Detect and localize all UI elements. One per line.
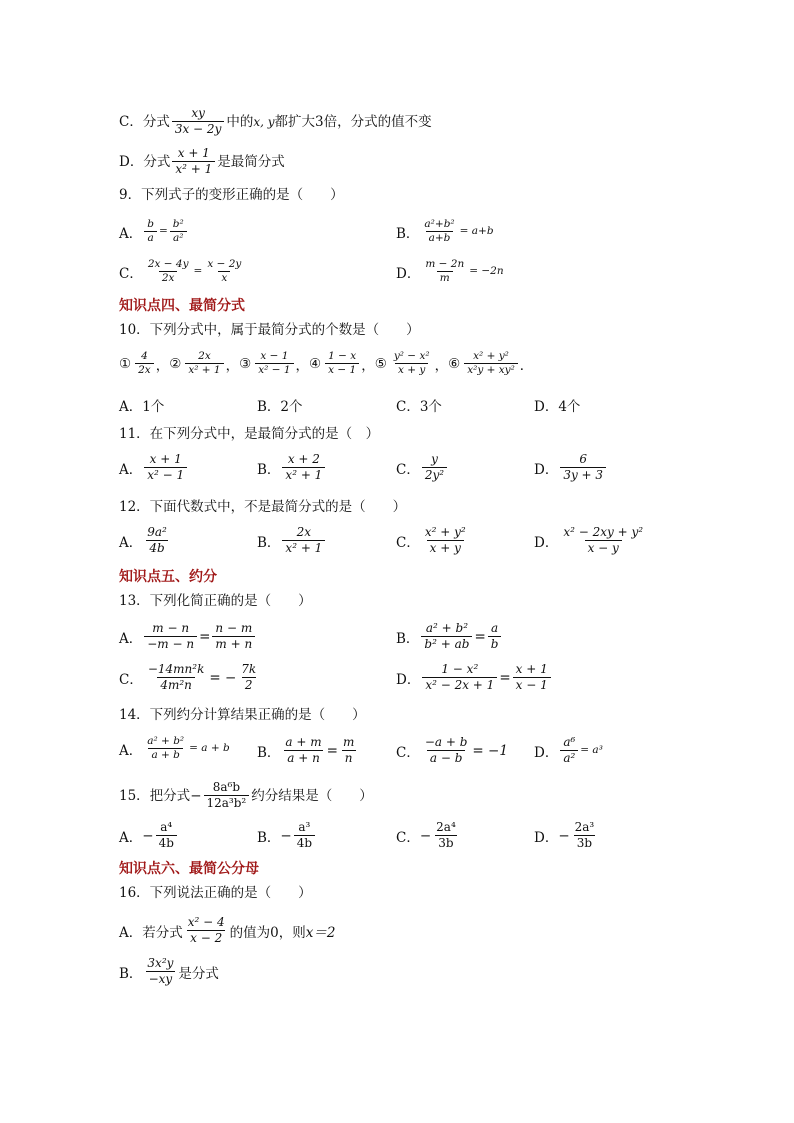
q15-stem-pre: 15．把分式 bbox=[119, 787, 191, 804]
numerator: a⁶ bbox=[563, 735, 576, 749]
q10-stem: 10．下列分式中，属于最简分式的个数是（ ） bbox=[119, 322, 420, 338]
option-pre: 若分式 bbox=[142, 924, 183, 941]
numerator: a + m bbox=[285, 735, 322, 749]
denominator: x² + 1 bbox=[172, 161, 215, 177]
q13-option-b[interactable] bbox=[396, 621, 503, 652]
q9-option-c[interactable] bbox=[119, 258, 246, 285]
option-label: C． bbox=[396, 829, 420, 846]
fraction bbox=[144, 956, 176, 987]
section-heading-6: 知识点六、最简公分母 bbox=[119, 861, 259, 877]
fraction-1 bbox=[145, 258, 192, 285]
numerator: y bbox=[431, 452, 438, 466]
denominator: x² − 2x + 1 bbox=[422, 677, 497, 693]
fraction-1 bbox=[421, 621, 472, 652]
option-label: A． bbox=[119, 630, 143, 647]
q10-item bbox=[169, 350, 239, 377]
option-label: B． bbox=[119, 965, 143, 982]
fraction bbox=[464, 350, 518, 377]
option-post: 的值为0，则 bbox=[229, 924, 306, 941]
denominator: a + b bbox=[148, 748, 182, 762]
q10-item bbox=[375, 350, 448, 377]
numerator: 2x bbox=[198, 350, 211, 362]
numerator: 9a² bbox=[147, 525, 167, 539]
option-label: B． bbox=[257, 829, 281, 846]
q10-option-d[interactable]: D．4个 bbox=[534, 399, 581, 415]
q16-stem: 16．下列说法正确的是（ ） bbox=[119, 885, 312, 901]
option-label: C． bbox=[396, 461, 420, 478]
q16-option-b[interactable] bbox=[119, 956, 219, 987]
separator: ， bbox=[225, 357, 240, 374]
fraction bbox=[294, 820, 315, 851]
denominator: x − 2 bbox=[187, 930, 225, 946]
rhs: = a + b bbox=[189, 742, 230, 754]
option-label: D． bbox=[534, 534, 559, 551]
q12-option-d[interactable] bbox=[534, 525, 648, 556]
fraction-2 bbox=[488, 621, 502, 652]
equals: = bbox=[193, 265, 203, 277]
fraction bbox=[255, 350, 293, 377]
q9-option-a[interactable] bbox=[119, 218, 189, 245]
denominator: x − 1 bbox=[325, 363, 359, 377]
option-label: A． bbox=[119, 829, 143, 846]
q14-stem: 14．下列约分计算结果正确的是（ ） bbox=[119, 707, 366, 723]
item-marker: ② bbox=[169, 355, 182, 372]
q11-option-c[interactable] bbox=[396, 452, 449, 483]
section-heading-4: 知识点四、最简分式 bbox=[119, 298, 245, 314]
fraction bbox=[135, 350, 154, 377]
denominator: m bbox=[437, 271, 453, 285]
q8-d-post: 是最简分式 bbox=[217, 153, 285, 170]
q10-item bbox=[119, 350, 169, 377]
q12-stem: 12．下面代数式中，不是最简分式的是（ ） bbox=[119, 499, 407, 515]
q10-item bbox=[309, 350, 375, 377]
equals: = bbox=[199, 628, 211, 645]
q11-option-b[interactable] bbox=[257, 452, 327, 483]
option-label: C． bbox=[396, 534, 420, 551]
option-label: B． bbox=[396, 630, 420, 647]
fraction bbox=[560, 452, 606, 483]
q12-option-c[interactable] bbox=[396, 525, 471, 556]
fraction bbox=[422, 452, 447, 483]
denominator: x² + 1 bbox=[282, 467, 325, 483]
option-label: A． bbox=[119, 461, 143, 478]
fraction bbox=[144, 735, 187, 762]
denominator: a bbox=[144, 231, 156, 245]
fraction bbox=[391, 350, 433, 377]
q13-option-c[interactable] bbox=[119, 662, 261, 693]
separator: ， bbox=[155, 357, 170, 374]
q10-item bbox=[239, 350, 309, 377]
numerator: a²+b² bbox=[424, 218, 455, 230]
denominator: 2 bbox=[242, 677, 256, 693]
fraction bbox=[185, 915, 228, 946]
q9-stem: 9．下列式子的变形正确的是（ ） bbox=[119, 187, 344, 203]
option-label: D． bbox=[396, 265, 421, 282]
item-marker: ⑥ bbox=[448, 355, 461, 372]
q8-d-fraction bbox=[172, 146, 215, 177]
denominator: 4m²n bbox=[157, 677, 195, 693]
item-marker: ③ bbox=[239, 355, 252, 372]
denominator: 4b bbox=[146, 540, 167, 556]
q11-option-d[interactable] bbox=[534, 452, 608, 483]
numerator: x² + y² bbox=[424, 525, 466, 539]
q12-option-a[interactable] bbox=[119, 525, 172, 556]
option-label: A． bbox=[119, 225, 143, 242]
denominator: x + y bbox=[395, 363, 428, 377]
fraction-2 bbox=[340, 735, 357, 766]
section-heading-5: 知识点五、约分 bbox=[119, 569, 217, 585]
sign: − bbox=[419, 827, 432, 844]
numerator: x² + y² bbox=[473, 350, 509, 362]
option-label: D． bbox=[534, 461, 559, 478]
numerator: x² − 4 bbox=[187, 915, 225, 929]
q14-option-b[interactable] bbox=[257, 735, 359, 766]
numerator: 2x bbox=[296, 525, 312, 539]
q10-option-a[interactable]: A．1个 bbox=[119, 399, 165, 415]
option-label: C． bbox=[119, 265, 143, 282]
option-label: C． bbox=[119, 671, 143, 688]
item-marker: ④ bbox=[309, 355, 322, 372]
q9-option-d[interactable] bbox=[396, 258, 504, 285]
q12-option-b[interactable] bbox=[257, 525, 327, 556]
fraction-1 bbox=[144, 218, 157, 245]
option-label: A． bbox=[119, 534, 143, 551]
q13-stem: 13．下列化简正确的是（ ） bbox=[119, 593, 312, 609]
numerator: 2a³ bbox=[574, 820, 595, 834]
numerator: 2a⁴ bbox=[436, 820, 456, 834]
denominator: x² + 1 bbox=[282, 540, 325, 556]
option-label: B． bbox=[257, 534, 281, 551]
denominator: 3b bbox=[435, 835, 456, 851]
q11-option-a[interactable] bbox=[119, 452, 189, 483]
option-tail: x＝2 bbox=[305, 924, 336, 941]
numerator: 7k bbox=[241, 662, 257, 676]
numerator: a² + b² bbox=[425, 621, 468, 635]
separator: ， bbox=[434, 357, 449, 374]
fraction-1 bbox=[422, 258, 467, 285]
equals: = bbox=[499, 669, 511, 686]
denominator: −xy bbox=[146, 971, 176, 987]
option-label: D． bbox=[534, 744, 559, 761]
numerator: x − 2y bbox=[207, 258, 242, 270]
fraction bbox=[572, 820, 598, 851]
denominator: a² bbox=[560, 750, 578, 766]
option-post: 是分式 bbox=[178, 965, 219, 982]
q8-c-mid: 中的 bbox=[226, 113, 254, 130]
q15-stem bbox=[119, 780, 373, 811]
numerator: x + 1 bbox=[515, 662, 548, 676]
denominator: −m − n bbox=[144, 636, 197, 652]
denominator: x² − 1 bbox=[255, 363, 293, 377]
denominator: 2x bbox=[159, 271, 178, 285]
denominator: 4b bbox=[156, 835, 177, 851]
q14-option-a[interactable] bbox=[119, 735, 230, 762]
q15-option-c[interactable] bbox=[396, 820, 461, 851]
denominator: b bbox=[488, 636, 502, 652]
fraction-2 bbox=[204, 258, 244, 285]
numerator: x + 2 bbox=[287, 452, 320, 466]
numerator: x² − 2xy + y² bbox=[563, 525, 644, 539]
denominator: x² − 1 bbox=[144, 467, 187, 483]
q15-neg: − bbox=[190, 787, 202, 804]
denominator: 3b bbox=[574, 835, 595, 851]
numerator: m − n bbox=[152, 621, 190, 635]
q8-c-vars: x, y bbox=[253, 114, 275, 129]
q8-c-letter: C． bbox=[119, 113, 143, 130]
numerator: 1 − x² bbox=[441, 662, 479, 676]
option-label: B． bbox=[257, 461, 281, 478]
sign: − bbox=[142, 827, 154, 844]
q8-option-c bbox=[119, 106, 432, 137]
numerator: n − m bbox=[215, 621, 253, 635]
denominator: x − y bbox=[585, 540, 622, 556]
q8-c-post: 都扩大3倍，分式的值不变 bbox=[274, 113, 432, 130]
option-label: D． bbox=[534, 829, 559, 846]
fraction bbox=[156, 820, 177, 851]
fraction bbox=[422, 525, 469, 556]
item-marker: ⑤ bbox=[374, 355, 387, 372]
q8-option-d bbox=[119, 146, 285, 177]
fraction-2 bbox=[513, 662, 551, 693]
denominator: a − b bbox=[427, 750, 466, 766]
denominator: a + n bbox=[284, 750, 323, 766]
q15-stem-post: 约分结果是（ ） bbox=[251, 787, 373, 804]
numerator: a bbox=[491, 621, 499, 635]
separator: ， bbox=[295, 357, 310, 374]
fraction-1 bbox=[422, 662, 497, 693]
rhs: = −2n bbox=[469, 265, 504, 277]
numerator: 2x − 4y bbox=[147, 258, 189, 270]
option-label: D． bbox=[396, 671, 421, 688]
fraction-1 bbox=[145, 662, 208, 693]
numerator: 3x²y bbox=[147, 956, 174, 970]
numerator: m bbox=[342, 735, 355, 749]
denominator: 3y + 3 bbox=[560, 467, 606, 483]
denominator: 12a³b² bbox=[204, 795, 250, 811]
q8-c-pre: 分式 bbox=[142, 113, 170, 130]
denominator: m + n bbox=[212, 636, 255, 652]
denominator: x²y + xy² bbox=[464, 363, 518, 377]
numerator: a² + b² bbox=[147, 735, 185, 747]
equals: = bbox=[474, 628, 486, 645]
numerator: x + 1 bbox=[149, 452, 182, 466]
option-label: A． bbox=[119, 924, 143, 941]
fraction bbox=[325, 350, 359, 377]
numerator: b² bbox=[172, 218, 184, 230]
rhs: = a³ bbox=[580, 744, 603, 756]
separator: ， bbox=[361, 357, 375, 374]
denominator: a² bbox=[170, 231, 186, 245]
q15-option-b[interactable] bbox=[257, 820, 317, 851]
fraction bbox=[144, 452, 187, 483]
numerator: a⁴ bbox=[160, 820, 173, 834]
numerator: 1 − x bbox=[328, 350, 357, 362]
q14-option-d[interactable] bbox=[534, 735, 603, 766]
fraction bbox=[185, 350, 223, 377]
denominator: 2x bbox=[135, 363, 154, 377]
fraction bbox=[282, 525, 325, 556]
numerator: b bbox=[147, 218, 154, 230]
denominator: x bbox=[218, 271, 230, 285]
q10-item bbox=[448, 350, 533, 377]
fraction-1 bbox=[421, 218, 457, 245]
fraction bbox=[560, 735, 578, 766]
numerator: x − 1 bbox=[260, 350, 289, 362]
q10-option-c[interactable]: C．3个 bbox=[396, 399, 442, 415]
option-label: A． bbox=[119, 742, 143, 759]
q16-option-a[interactable] bbox=[119, 915, 335, 946]
q15-option-a[interactable] bbox=[119, 820, 179, 851]
fraction bbox=[422, 735, 471, 766]
numerator: 8a⁶b bbox=[212, 780, 240, 794]
rhs: = −1 bbox=[472, 742, 508, 759]
sign: − bbox=[280, 827, 292, 844]
denominator: 3x − 2y bbox=[172, 121, 225, 137]
q13-option-a[interactable] bbox=[119, 621, 257, 652]
numerator: m − 2n bbox=[425, 258, 465, 270]
fraction-2 bbox=[238, 662, 259, 693]
numerator: y² − x² bbox=[393, 350, 430, 362]
q9-option-b[interactable] bbox=[396, 218, 494, 245]
denominator: 2y² bbox=[422, 467, 447, 483]
option-label: B． bbox=[396, 225, 420, 242]
q11-stem: 11．在下列分式中，是最简分式的是（ ） bbox=[119, 426, 380, 442]
fraction bbox=[282, 452, 325, 483]
denominator: x − 1 bbox=[513, 677, 551, 693]
fraction-1 bbox=[282, 735, 324, 766]
q8-d-pre: 分式 bbox=[143, 153, 171, 170]
denominator: b² + ab bbox=[421, 636, 472, 652]
fraction bbox=[560, 525, 646, 556]
numerator: −a + b bbox=[424, 735, 468, 749]
item-marker: ① bbox=[119, 355, 132, 372]
fraction-1 bbox=[144, 621, 197, 652]
q13-option-d[interactable] bbox=[396, 662, 553, 693]
fraction-2 bbox=[212, 621, 255, 652]
option-label: C． bbox=[396, 744, 420, 761]
numerator: 6 bbox=[579, 452, 588, 466]
rhs: = a+b bbox=[459, 225, 494, 237]
fraction-2 bbox=[170, 218, 187, 245]
denominator: a+b bbox=[426, 231, 454, 245]
numerator: xy bbox=[191, 106, 205, 120]
sign: − bbox=[558, 827, 570, 844]
equals: = bbox=[158, 225, 168, 237]
numerator: 4 bbox=[141, 350, 148, 362]
numerator: x + 1 bbox=[177, 146, 210, 160]
denominator: x² + 1 bbox=[185, 363, 223, 377]
numerator: a³ bbox=[298, 820, 311, 834]
q15-option-d[interactable] bbox=[534, 820, 599, 851]
q15-fraction bbox=[204, 780, 250, 811]
numerator: −14mn²k bbox=[147, 662, 205, 676]
option-label: B． bbox=[257, 744, 281, 761]
q10-items bbox=[119, 350, 533, 377]
separator: ． bbox=[519, 357, 534, 374]
equals: = − bbox=[209, 669, 237, 686]
q10-option-b[interactable]: B．2个 bbox=[257, 399, 303, 415]
q8-c-fraction bbox=[172, 106, 225, 137]
fraction bbox=[433, 820, 459, 851]
denominator: n bbox=[342, 750, 356, 766]
equals: = bbox=[326, 742, 338, 759]
fraction bbox=[144, 525, 170, 556]
denominator: x + y bbox=[427, 540, 464, 556]
q8-d-letter: D． bbox=[119, 153, 144, 170]
denominator: 4b bbox=[294, 835, 315, 851]
q14-option-c[interactable] bbox=[396, 735, 508, 766]
